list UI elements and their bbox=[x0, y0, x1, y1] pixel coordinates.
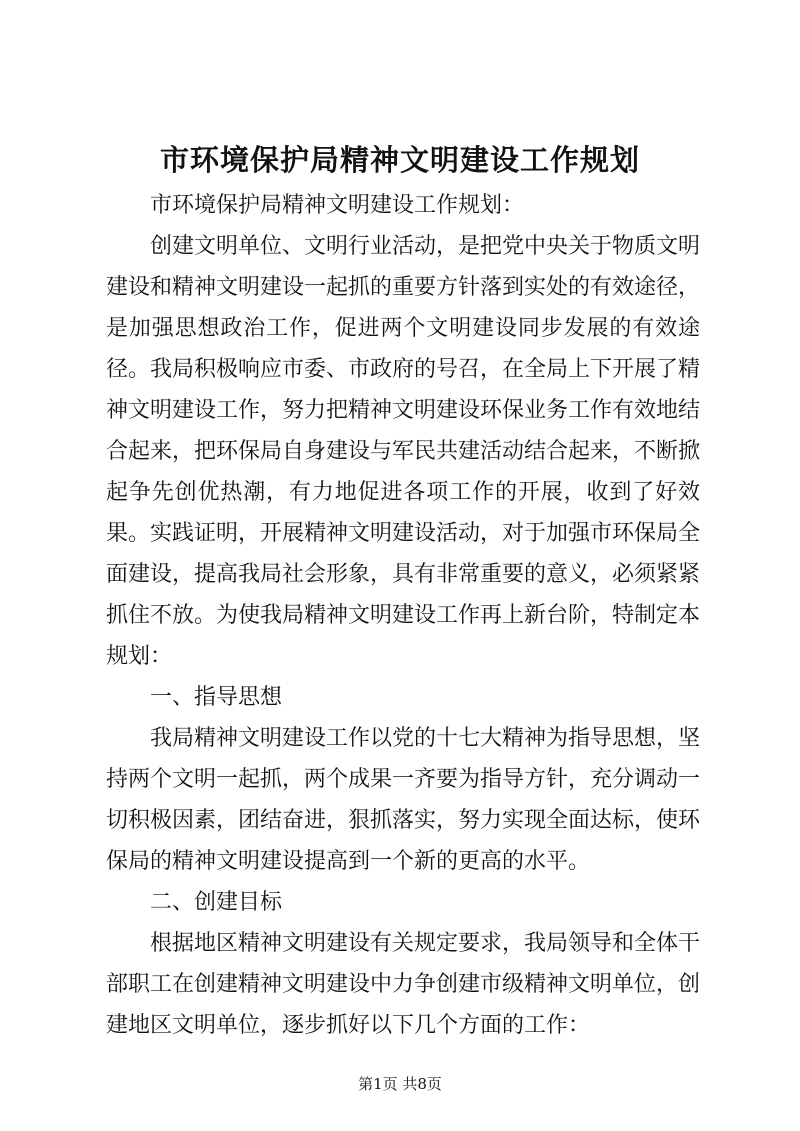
goals-paragraph: 根据地区精神文明建设有关规定要求，我局领导和全体干部职工在创建精神文明建设中力争创建市级精神文明单位，创建地区文明单位，逐步抓好以下几个方面的工作： bbox=[106, 931, 701, 1038]
document-title: 市环境保护局精神文明建设工作规划 bbox=[159, 143, 640, 177]
salutation-paragraph: 市环境保护局精神文明建设工作规划： bbox=[150, 193, 525, 218]
intro-paragraph: 创建文明单位、文明行业活动，是把党中央关于物质文明建设和精神文明建设一起抓的重要方针落到实处的有效途径，是加强思想政治工作，促进两个文明建设同步发展的有效途径。我局积极响应市委、市政府的号召，在全局上下开展了精神文明建设工作，努力把精神文明建设环保业务工作有效地结合起来，把环保局自身建设与军民共建活动结合起来，不断掀起争先创优热潮，有力地促进各项工作的开展，收到了好效果。实践证明，开展精神文明建设活动，对于加强市环保局全面建设，提高我局社会形象，具有非常重要的意义，必须紧紧抓住不放。为使我局精神文明建设工作再上新台阶，特制定本规划： bbox=[106, 234, 701, 669]
section-heading-goals: 二、创建目标 bbox=[150, 890, 283, 915]
page-number-footer: 第1页 共8页 bbox=[358, 1075, 442, 1093]
document-body bbox=[106, 185, 700, 1046]
section-heading-guiding-ideology: 一、指导思想 bbox=[150, 685, 283, 710]
guiding-ideology-paragraph: 我局精神文明建设工作以党的十七大精神为指导思想，坚持两个文明一起抓，两个成果一齐要为指导方针，充分调动一切积极因素，团结奋进，狠抓落实，努力实现全面达标，使环保局的精神文明建设提高到一个新的更高的水平。 bbox=[106, 726, 701, 874]
